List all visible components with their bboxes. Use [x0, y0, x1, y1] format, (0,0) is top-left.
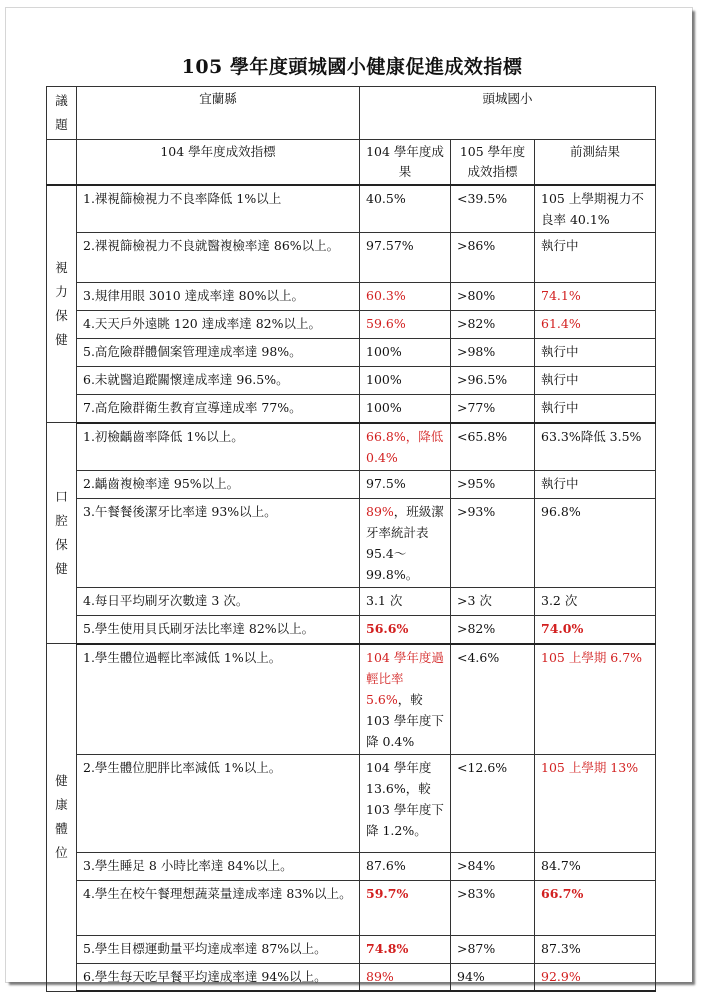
- target105-cell: <4.6%: [451, 644, 535, 755]
- header-result104: 104 學年度成果: [360, 140, 451, 186]
- result104-cell: 40.5%: [360, 185, 451, 233]
- table-row: [47, 644, 656, 755]
- table-row: [47, 185, 656, 233]
- table-row: [47, 754, 656, 852]
- target105-cell: <12.6%: [451, 754, 535, 852]
- target105-cell: >77%: [451, 395, 535, 423]
- indicator-cell: 6.學生每天吃早餐平均達成率達 94%以上。: [77, 963, 360, 991]
- header-issue-cont: [47, 140, 77, 186]
- indicator-cell: 3.學生睡足 8 小時比率達 84%以上。: [77, 852, 360, 880]
- target105-cell: >3 次: [451, 588, 535, 616]
- indicator-cell: 5.高危險群體個案管理達成率達 98%。: [77, 339, 360, 367]
- pretest-cell: 執行中: [535, 367, 656, 395]
- header-pretest: 前測結果: [535, 140, 656, 186]
- target105-cell: <65.8%: [451, 423, 535, 471]
- indicator-cell: 5.學生目標運動量平均達成率達 87%以上。: [77, 935, 360, 963]
- table-row: [47, 395, 656, 423]
- indicator-cell: 1.裸視篩檢視力不良率降低 1%以上: [77, 185, 360, 233]
- table-row: [47, 283, 656, 311]
- pretest-cell: 執行中: [535, 339, 656, 367]
- result104-cell: 104 學年度 13.6%，較 103 學年度下降 1.2%。: [360, 754, 451, 852]
- indicator-cell: 2.裸視篩檢視力不良就醫複檢率達 86%以上。: [77, 233, 360, 283]
- result104-cell: 100%: [360, 339, 451, 367]
- table-row: [47, 588, 656, 616]
- table-row: [47, 311, 656, 339]
- table-row: [47, 471, 656, 499]
- pretest-cell: 74.0%: [535, 616, 656, 644]
- pretest-cell: 87.3%: [535, 935, 656, 963]
- indicator-cell: 4.每日平均刷牙次數達 3 次。: [77, 588, 360, 616]
- result104-cell: 59.7%: [360, 880, 451, 935]
- indicator-cell: 3.午餐餐後潔牙比率達 93%以上。: [77, 499, 360, 588]
- result104-cell: 104 學年度過輕比率 5.6%，較 103 學年度下降 0.4%: [360, 644, 451, 755]
- section-issue: 健康體位: [47, 644, 77, 992]
- indicator-table: [46, 86, 656, 992]
- result104-cell: 89%，班級潔牙率統計表 95.4～99.8%。: [360, 499, 451, 588]
- table-row: [47, 963, 656, 991]
- section-issue: 口腔保健: [47, 423, 77, 644]
- header-row-2: [47, 140, 656, 186]
- pretest-cell: 3.2 次: [535, 588, 656, 616]
- pretest-cell: 84.7%: [535, 852, 656, 880]
- target105-cell: >82%: [451, 616, 535, 644]
- pretest-cell: 105 上學期 6.7%: [535, 644, 656, 755]
- result104-cell: 74.8%: [360, 935, 451, 963]
- table-row: [47, 367, 656, 395]
- indicator-cell: 7.高危險群衛生教育宣導達成率 77%。: [77, 395, 360, 423]
- target105-cell: >82%: [451, 311, 535, 339]
- indicator-cell: 4.學生在校午餐理想蔬菜量達成率達 83%以上。: [77, 880, 360, 935]
- target105-cell: >87%: [451, 935, 535, 963]
- section-issue: 視力保健: [47, 185, 77, 423]
- indicator-cell: 1.學生體位過輕比率減低 1%以上。: [77, 644, 360, 755]
- table-row: [47, 233, 656, 283]
- target105-cell: >93%: [451, 499, 535, 588]
- result104-cell: 60.3%: [360, 283, 451, 311]
- indicator-cell: 2.學生體位肥胖比率減低 1%以上。: [77, 754, 360, 852]
- header-indicator: 104 學年度成效指標: [77, 140, 360, 186]
- target105-cell: <39.5%: [451, 185, 535, 233]
- result104-cell: 89%: [360, 963, 451, 991]
- result104-cell: 66.8%，降低 0.4%: [360, 423, 451, 471]
- pretest-cell: 105 上學期視力不良率 40.1%: [535, 185, 656, 233]
- indicator-cell: 2.齲齒複檢率達 95%以上。: [77, 471, 360, 499]
- header-school: 頭城國小: [360, 87, 656, 140]
- pretest-cell: 61.4%: [535, 311, 656, 339]
- target105-cell: >80%: [451, 283, 535, 311]
- table-row: [47, 339, 656, 367]
- page-title: 105 學年度頭城國小健康促進成效指標: [181, 56, 523, 78]
- indicator-cell: 3.規律用眼 3010 達成率達 80%以上。: [77, 283, 360, 311]
- table-row: [47, 852, 656, 880]
- header-target105: 105 學年度成效指標: [451, 140, 535, 186]
- pretest-cell: 92.9%: [535, 963, 656, 991]
- target105-cell: >83%: [451, 880, 535, 935]
- result104-cell: 59.6%: [360, 311, 451, 339]
- target105-cell: >96.5%: [451, 367, 535, 395]
- pretest-cell: 96.8%: [535, 499, 656, 588]
- pretest-cell: 74.1%: [535, 283, 656, 311]
- header-issue: 議題: [47, 87, 77, 140]
- indicator-cell: 1.初檢齲齒率降低 1%以上。: [77, 423, 360, 471]
- pretest-cell: 執行中: [535, 395, 656, 423]
- target105-cell: >95%: [451, 471, 535, 499]
- header-county: 宜蘭縣: [77, 87, 360, 140]
- indicator-cell: 5.學生使用貝氏刷牙法比率達 82%以上。: [77, 616, 360, 644]
- result104-cell: 97.57%: [360, 233, 451, 283]
- table-row: [47, 499, 656, 588]
- pretest-cell: 105 上學期 13%: [535, 754, 656, 852]
- pretest-cell: 63.3%降低 3.5%: [535, 423, 656, 471]
- table-row: [47, 935, 656, 963]
- pretest-cell: 執行中: [535, 233, 656, 283]
- table-row: [47, 616, 656, 644]
- target105-cell: 94%: [451, 963, 535, 991]
- pretest-cell: 66.7%: [535, 880, 656, 935]
- result104-cell: 100%: [360, 395, 451, 423]
- result104-cell: 87.6%: [360, 852, 451, 880]
- pretest-cell: 執行中: [535, 471, 656, 499]
- table-row: [47, 880, 656, 935]
- indicator-cell: 6.未就醫追蹤關懷達成率達 96.5%。: [77, 367, 360, 395]
- result104-cell: 97.5%: [360, 471, 451, 499]
- target105-cell: >84%: [451, 852, 535, 880]
- target105-cell: >86%: [451, 233, 535, 283]
- result104-cell: 3.1 次: [360, 588, 451, 616]
- header-row-1: [47, 87, 656, 140]
- table-row: [47, 423, 656, 471]
- result104-cell: 56.6%: [360, 616, 451, 644]
- indicator-cell: 4.天天戶外遠眺 120 達成率達 82%以上。: [77, 311, 360, 339]
- target105-cell: >98%: [451, 339, 535, 367]
- result104-cell: 100%: [360, 367, 451, 395]
